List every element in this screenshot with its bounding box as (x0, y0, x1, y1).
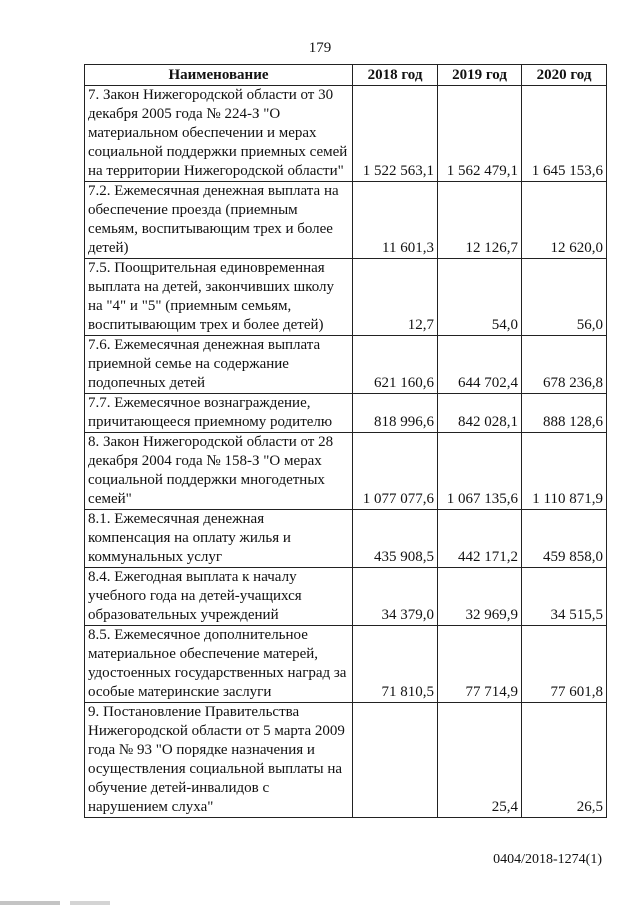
row-value-2019: 54,0 (438, 259, 522, 336)
header-2019: 2019 год (438, 65, 522, 86)
row-value-2019: 644 702,4 (438, 336, 522, 394)
row-value-2019: 1 067 135,6 (438, 433, 522, 510)
scan-edge-divider (0, 901, 640, 905)
row-value-2020: 12 620,0 (522, 182, 607, 259)
row-value-2019: 77 714,9 (438, 626, 522, 703)
header-2018: 2018 год (353, 65, 438, 86)
row-name: 7.2. Ежемесячная денежная выплата на обеспечение проезда (приемным семьям, воспитывающим трех и более детей) (85, 182, 353, 259)
table-row (85, 703, 607, 818)
table-row (85, 259, 607, 336)
row-value-2019: 32 969,9 (438, 568, 522, 626)
row-value-2018 (353, 703, 438, 818)
row-value-2018: 12,7 (353, 259, 438, 336)
row-name: 7.7. Ежемесячное вознаграждение, причитающееся приемному родителю (85, 394, 353, 433)
row-value-2018: 1 077 077,6 (353, 433, 438, 510)
row-value-2020: 26,5 (522, 703, 607, 818)
row-name: 9. Постановление Правительства Нижегородской области от 5 марта 2009 года № 93 "О порядке назначения и осуществления социальной выплаты на обучение детей-инвалидов с нарушением слуха" (85, 703, 353, 818)
document-code: 0404/2018-1274(1) (493, 852, 602, 867)
row-value-2018: 11 601,3 (353, 182, 438, 259)
row-value-2019: 12 126,7 (438, 182, 522, 259)
row-name: 7.5. Поощрительная единовременная выплата на детей, закончивших школу на "4" и "5" (приемным семьям, воспитывающим трех и более детей) (85, 259, 353, 336)
row-value-2018: 34 379,0 (353, 568, 438, 626)
row-value-2019: 1 562 479,1 (438, 86, 522, 182)
table-row (85, 86, 607, 182)
row-value-2019: 25,4 (438, 703, 522, 818)
budget-table (84, 64, 607, 818)
header-2020: 2020 год (522, 65, 607, 86)
row-value-2020: 56,0 (522, 259, 607, 336)
row-name: 8.4. Ежегодная выплата к началу учебного года на детей-учащихся образовательных учреждений (85, 568, 353, 626)
table-row (85, 433, 607, 510)
row-name: 8.5. Ежемесячное дополнительное материальное обеспечение матерей, удостоенных государственных наград за особые материнские заслуги (85, 626, 353, 703)
row-name: 8. Закон Нижегородской области от 28 декабря 2004 года № 158-З "О мерах социальной поддержки многодетных семей" (85, 433, 353, 510)
table-row (85, 568, 607, 626)
row-value-2020: 459 858,0 (522, 510, 607, 568)
row-value-2018: 621 160,6 (353, 336, 438, 394)
row-name: 7. Закон Нижегородской области от 30 декабря 2005 года № 224-З "О материальном обеспечении и мерах социальной поддержки приемных семей на территории Нижегородской области" (85, 86, 353, 182)
row-value-2020: 77 601,8 (522, 626, 607, 703)
row-name: 8.1. Ежемесячная денежная компенсация на оплату жилья и коммунальных услуг (85, 510, 353, 568)
row-value-2019: 442 171,2 (438, 510, 522, 568)
table-row (85, 626, 607, 703)
table-row (85, 510, 607, 568)
row-value-2020: 34 515,5 (522, 568, 607, 626)
row-value-2020: 1 645 153,6 (522, 86, 607, 182)
row-value-2018: 71 810,5 (353, 626, 438, 703)
table-row (85, 336, 607, 394)
row-value-2018: 1 522 563,1 (353, 86, 438, 182)
row-value-2020: 1 110 871,9 (522, 433, 607, 510)
row-name: 7.6. Ежемесячная денежная выплата приемной семье на содержание подопечных детей (85, 336, 353, 394)
page-number: 179 (308, 40, 332, 56)
row-value-2018: 435 908,5 (353, 510, 438, 568)
header-name: Наименование (85, 65, 353, 86)
row-value-2020: 678 236,8 (522, 336, 607, 394)
table-row (85, 394, 607, 433)
row-value-2018: 818 996,6 (353, 394, 438, 433)
table-header-row (85, 65, 607, 86)
table-row (85, 182, 607, 259)
row-value-2020: 888 128,6 (522, 394, 607, 433)
row-value-2019: 842 028,1 (438, 394, 522, 433)
